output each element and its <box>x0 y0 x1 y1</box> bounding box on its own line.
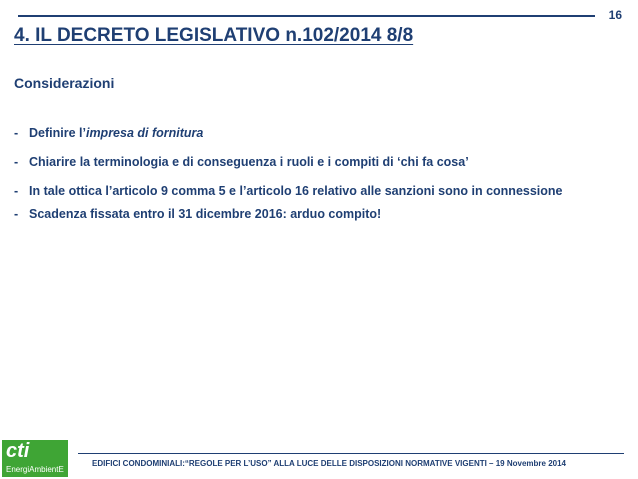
page-number: 16 <box>608 8 622 22</box>
bullet-list <box>14 124 610 234</box>
bullet-dash: - <box>14 126 19 140</box>
bullet-emphasis: impresa di fornitura <box>85 126 204 140</box>
cti-logo <box>2 440 68 477</box>
bullet-text: Chiarire la terminologia e di conseguenza i ruoli e i compiti di ‘chi fa cosa’ <box>29 155 469 169</box>
slide-title: 4. IL DECRETO LEGISLATIVO n.102/2014 8/8 <box>14 25 414 46</box>
bullet-dash: - <box>14 207 19 221</box>
logo-main-text: cti <box>6 440 30 462</box>
header-rule <box>18 15 595 17</box>
bullet-text: In tale ottica l’articolo 9 comma 5 e l’articolo 16 relativo alle sanzioni sono in connessione <box>29 184 563 198</box>
bullet-dash: - <box>14 155 19 169</box>
footer-rule <box>78 453 624 454</box>
bullet-item <box>14 205 610 223</box>
bullet-item <box>14 182 610 200</box>
bullet-item <box>14 153 610 171</box>
logo-sub-text: EnergiAmbientE <box>6 465 64 474</box>
slide-subtitle: Considerazioni <box>14 75 115 91</box>
footer-text: EDIFICI CONDOMINIALI:“REGOLE PER L’USO” ALLA LUCE DELLE DISPOSIZIONI NORMATIVE VIGENTI – 19 Novembre 2014 <box>92 459 566 468</box>
bullet-dash: - <box>14 184 19 198</box>
bullet-text: Definire l’ <box>29 126 86 140</box>
bullet-text: Scadenza fissata entro il 31 dicembre 2016: arduo compito! <box>29 207 382 221</box>
bullet-item <box>14 124 610 142</box>
